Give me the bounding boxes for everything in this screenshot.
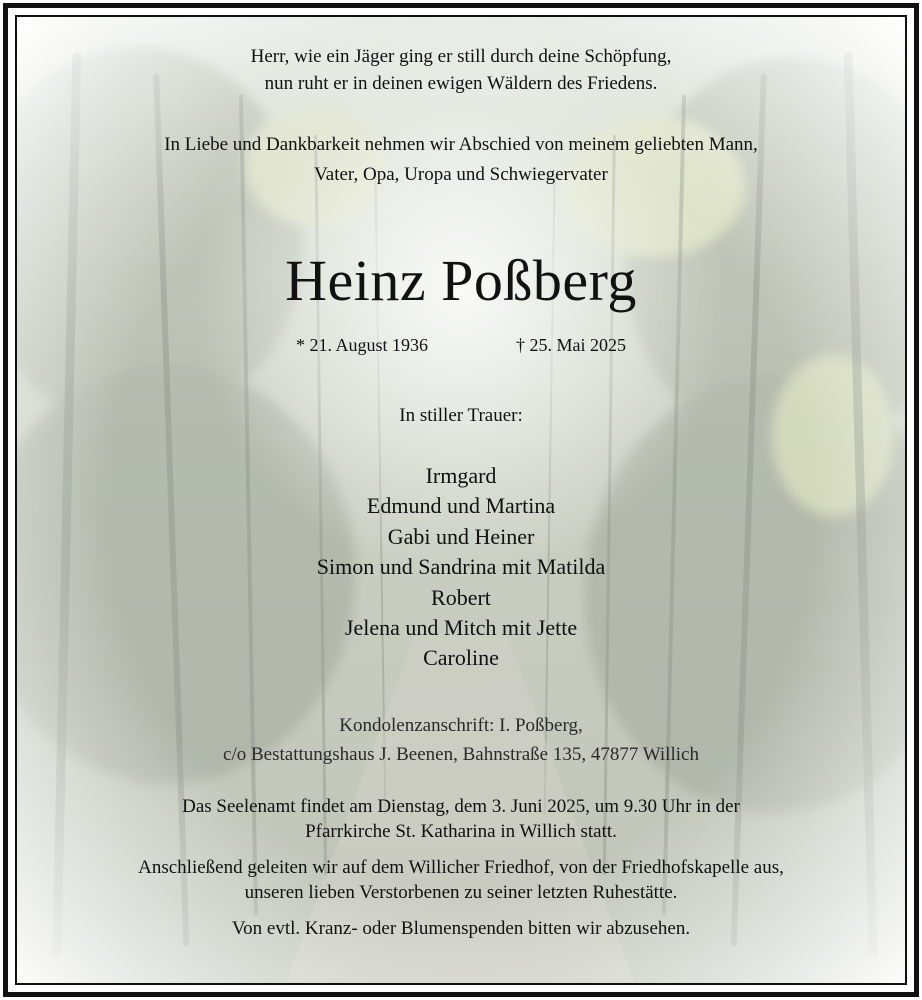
list-item: Caroline: [423, 645, 499, 671]
mourning-heading: In stiller Trauer:: [399, 405, 523, 426]
list-item: Edmund und Martina: [366, 493, 556, 519]
burial-line: Anschließend geleiten wir auf dem Willicher Friedhof, von der Friedhofskapelle aus,: [138, 857, 784, 878]
obituary-text: [17, 17, 905, 983]
life-dates: [17, 333, 905, 357]
condolence-line: c/o Bestattungshaus J. Beenen, Bahnstraße 135, 47877 Willich: [223, 744, 699, 765]
verse-line: Herr, wie ein Jäger ging er still durch deine Schöpfung,: [250, 46, 672, 67]
list-item: Irmgard: [425, 463, 497, 488]
birth-date: * 21. August 1936: [295, 335, 428, 355]
list-item: Robert: [431, 584, 491, 610]
flower-donation-note: Von evtl. Kranz- oder Blumenspenden bitten wir abzusehen.: [231, 918, 691, 939]
condolence-address: [17, 711, 905, 769]
mourners-list: [17, 461, 905, 674]
farewell-intro: [17, 130, 905, 190]
mass-line: Das Seelenamt findet am Dienstag, dem 3. Juni 2025, um 9.30 Uhr in der: [182, 796, 740, 817]
deceased-name: Heinz Poßberg: [285, 248, 637, 313]
death-date: † 25. Mai 2025: [516, 335, 626, 355]
mass-line: Pfarrkirche St. Katharina in Willich statt.: [305, 821, 617, 842]
burial-line: unseren lieben Verstorbenen zu seiner letzten Ruhestätte.: [244, 882, 678, 903]
list-item: Simon und Sandrina mit Matilda: [316, 554, 606, 580]
condolence-line: Kondolenzanschrift: I. Poßberg,: [339, 715, 583, 736]
requiem-mass-info: [17, 794, 905, 844]
memorial-verse: [17, 43, 905, 97]
obituary-panel: [15, 15, 907, 985]
verse-line: nun ruht er in deinen ewigen Wäldern des Friedens.: [264, 73, 658, 94]
intro-line: In Liebe und Dankbarkeit nehmen wir Abschied von meinem geliebten Mann,: [164, 134, 758, 155]
intro-line: Vater, Opa, Uropa und Schwiegervater: [314, 164, 608, 185]
list-item: Jelena und Mitch mit Jette: [344, 615, 578, 641]
list-item: Gabi und Heiner: [387, 523, 535, 549]
burial-info: [17, 855, 905, 905]
